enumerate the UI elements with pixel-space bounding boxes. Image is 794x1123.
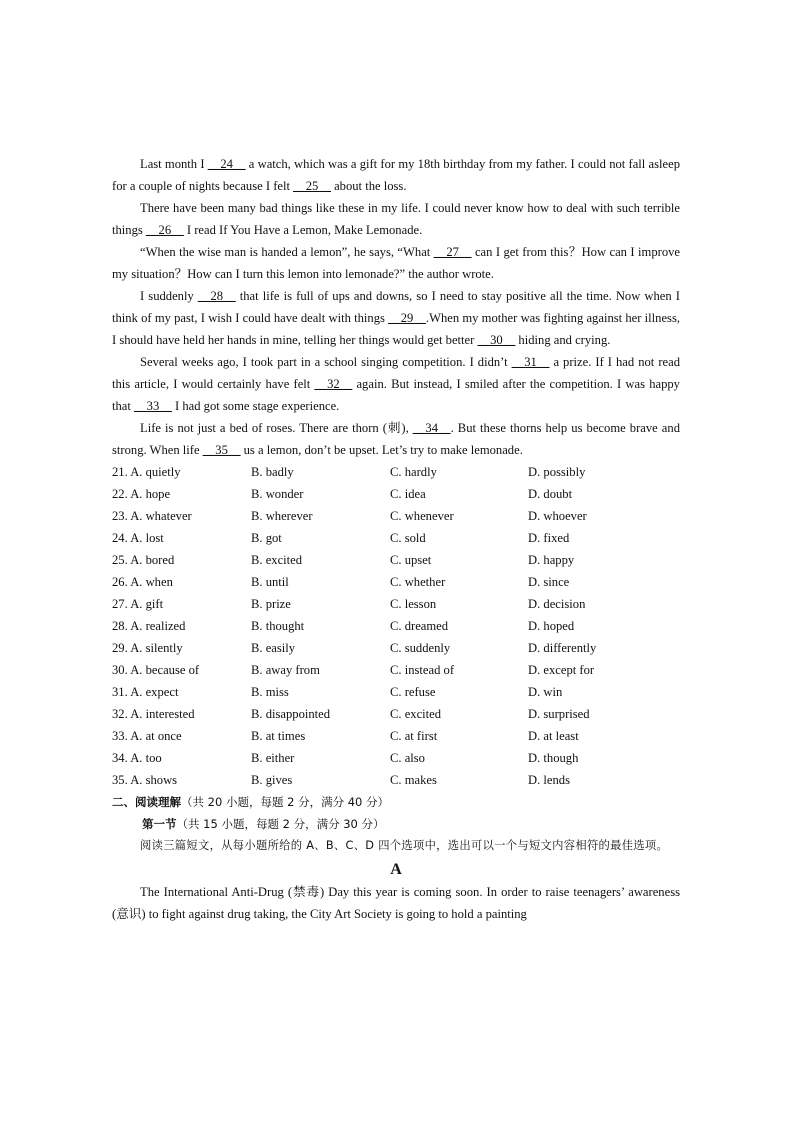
paragraph-2: [112, 197, 680, 241]
option-row: [112, 527, 680, 549]
section-heading-detail: （共 20 小题，每题 2 分，满分 40 分）: [181, 795, 390, 809]
option-d: D. doubt: [528, 487, 573, 501]
text: us a lemon, don’t be upset. Let’s try to make lemonade.: [240, 443, 523, 457]
part-heading: [112, 813, 680, 835]
option-d: D. decision: [528, 597, 586, 611]
option-a: 32. A. interested: [112, 707, 195, 721]
blank-30: __30__: [477, 333, 516, 347]
passage-a-text: The International Anti-Drug (禁毒) Day this year is coming soon. In order to raise teenagers’ awareness (意识) to fight against drug taking, the City Art Society is going to hold a painting: [112, 885, 680, 921]
instruction-text: 阅读三篇短文，从每小题所给的 A、B、C、D 四个选项中，选出可以一个与短文内容相符的最佳选项。: [140, 839, 669, 852]
text: . But these thorns help us become brave and strong. When life: [112, 421, 680, 457]
option-a: 30. A. because of: [112, 663, 200, 677]
option-d: D. surprised: [528, 707, 590, 721]
blank-26: __26__: [145, 223, 184, 237]
option-c: C. whether: [390, 575, 446, 589]
option-row: [112, 769, 680, 791]
option-row: [112, 747, 680, 769]
option-a: 33. A. at once: [112, 729, 182, 743]
options-table: [112, 461, 680, 791]
option-d: D. win: [528, 685, 563, 699]
option-a: 35. A. shows: [112, 773, 178, 787]
exam-page: [112, 153, 680, 925]
option-c: C. idea: [390, 487, 426, 501]
option-b: B. got: [251, 531, 282, 545]
option-row: [112, 483, 680, 505]
option-b: B. thought: [251, 619, 305, 633]
option-b: B. excited: [251, 553, 303, 567]
text: Several weeks ago, I took part in a school singing competition. I didn’t: [140, 355, 512, 369]
option-row: [112, 703, 680, 725]
blank-33: __33__: [134, 399, 172, 413]
option-d: D. though: [528, 751, 579, 765]
option-b: B. away from: [251, 663, 320, 677]
option-a: 28. A. realized: [112, 619, 186, 633]
option-b: B. gives: [251, 773, 293, 787]
option-b: B. miss: [251, 685, 289, 699]
paragraph-4: [112, 285, 680, 351]
text: I read If You Have a Lemon, Make Lemonade.: [183, 223, 423, 237]
blank-27: __27__: [433, 245, 472, 259]
option-c: C. suddenly: [390, 641, 451, 655]
option-c: C. excited: [390, 707, 442, 721]
option-row: [112, 659, 680, 681]
blank-28: __28__: [197, 289, 236, 303]
text: can I get from this？How can I improve my situation？How can I turn this lemon into lemonade?” the author wrote.: [112, 245, 680, 281]
option-c: C. at first: [390, 729, 438, 743]
option-a: 25. A. bored: [112, 553, 175, 567]
option-a: 22. A. hope: [112, 487, 171, 501]
option-row: [112, 593, 680, 615]
option-b: B. wonder: [251, 487, 304, 501]
text: .When my mother was fighting against her illness, I should have held her hands in mine, telling her things would get better: [112, 311, 680, 347]
option-row: [112, 615, 680, 637]
option-row: [112, 725, 680, 747]
section-heading-bold: 二、阅读理解: [112, 795, 181, 809]
option-c: C. dreamed: [390, 619, 449, 633]
option-a: 26. A. when: [112, 575, 173, 589]
option-b: B. either: [251, 751, 295, 765]
text: that life is full of ups and downs, so I need to stay positive all the time. Now when I think of my past, I wish I could have dealt with things: [112, 289, 680, 325]
part-heading-detail: （共 15 小题，每题 2 分，满分 30 分）: [176, 817, 385, 831]
blank-25: __25__: [293, 179, 331, 193]
option-d: D. possibly: [528, 465, 586, 479]
option-d: D. happy: [528, 553, 575, 567]
option-a: 27. A. gift: [112, 597, 164, 611]
passage-title: A: [390, 861, 402, 878]
option-a: 21. A. quietly: [112, 465, 181, 479]
option-d: D. fixed: [528, 531, 570, 545]
text: I suddenly: [140, 289, 198, 303]
option-d: D. lends: [528, 773, 570, 787]
paragraph-5: [112, 351, 680, 417]
text: about the loss.: [330, 179, 407, 193]
option-c: C. makes: [390, 773, 437, 787]
text: hiding and crying.: [515, 333, 611, 347]
blank-31: __31__: [511, 355, 550, 369]
option-a: 31. A. expect: [112, 685, 179, 699]
text: I had got some stage experience.: [171, 399, 340, 413]
option-c: C. upset: [390, 553, 432, 567]
option-row: [112, 505, 680, 527]
option-c: C. whenever: [390, 509, 454, 523]
text: There have been many bad things like these in my life. I could never know how to deal with such terrible things: [112, 201, 680, 237]
blank-24: __24__: [207, 157, 246, 171]
option-row: [112, 637, 680, 659]
option-b: B. disappointed: [251, 707, 331, 721]
text: a watch, which was a gift for my 18th birthday from my father. I could not fall asleep for a couple of nights because I felt: [112, 157, 680, 193]
option-c: C. hardly: [390, 465, 437, 479]
option-a: 24. A. lost: [112, 531, 164, 545]
option-b: B. at times: [251, 729, 306, 743]
option-b: B. prize: [251, 597, 291, 611]
option-d: D. since: [528, 575, 570, 589]
blank-32: __32__: [314, 377, 353, 391]
option-d: D. except for: [528, 663, 595, 677]
text: a prize. If I had not read this article, I would certainly have felt: [112, 355, 680, 391]
paragraph-6: [112, 417, 680, 461]
text: again. But instead, I smiled after the competition. I was happy that: [112, 377, 680, 413]
option-row: [112, 681, 680, 703]
paragraph-3: [112, 241, 680, 285]
paragraph-1: [112, 153, 680, 197]
option-c: C. refuse: [390, 685, 436, 699]
part-heading-bold: 第一节: [142, 817, 177, 831]
option-row: [112, 461, 680, 483]
option-d: D. hoped: [528, 619, 575, 633]
text: “When the wise man is handed a lemon”, he says, “What: [140, 245, 434, 259]
blank-34: __34__: [412, 421, 451, 435]
option-a: 23. A. whatever: [112, 509, 192, 523]
option-a: 34. A. too: [112, 751, 162, 765]
text: Last month I: [140, 157, 208, 171]
section-heading: [112, 791, 680, 813]
option-b: B. badly: [251, 465, 294, 479]
option-d: D. differently: [528, 641, 597, 655]
text: Life is not just a bed of roses. There are thorn (刺),: [140, 421, 413, 435]
option-row: [112, 549, 680, 571]
option-a: 29. A. silently: [112, 641, 183, 655]
option-row: [112, 571, 680, 593]
option-b: B. wherever: [251, 509, 313, 523]
option-d: D. whoever: [528, 509, 587, 523]
option-c: C. instead of: [390, 663, 455, 677]
option-d: D. at least: [528, 729, 579, 743]
option-b: B. easily: [251, 641, 296, 655]
option-c: C. sold: [390, 531, 426, 545]
option-c: C. lesson: [390, 597, 437, 611]
blank-35: __35__: [202, 443, 241, 457]
option-b: B. until: [251, 575, 289, 589]
blank-29: __29__: [388, 311, 426, 325]
option-c: C. also: [390, 751, 425, 765]
